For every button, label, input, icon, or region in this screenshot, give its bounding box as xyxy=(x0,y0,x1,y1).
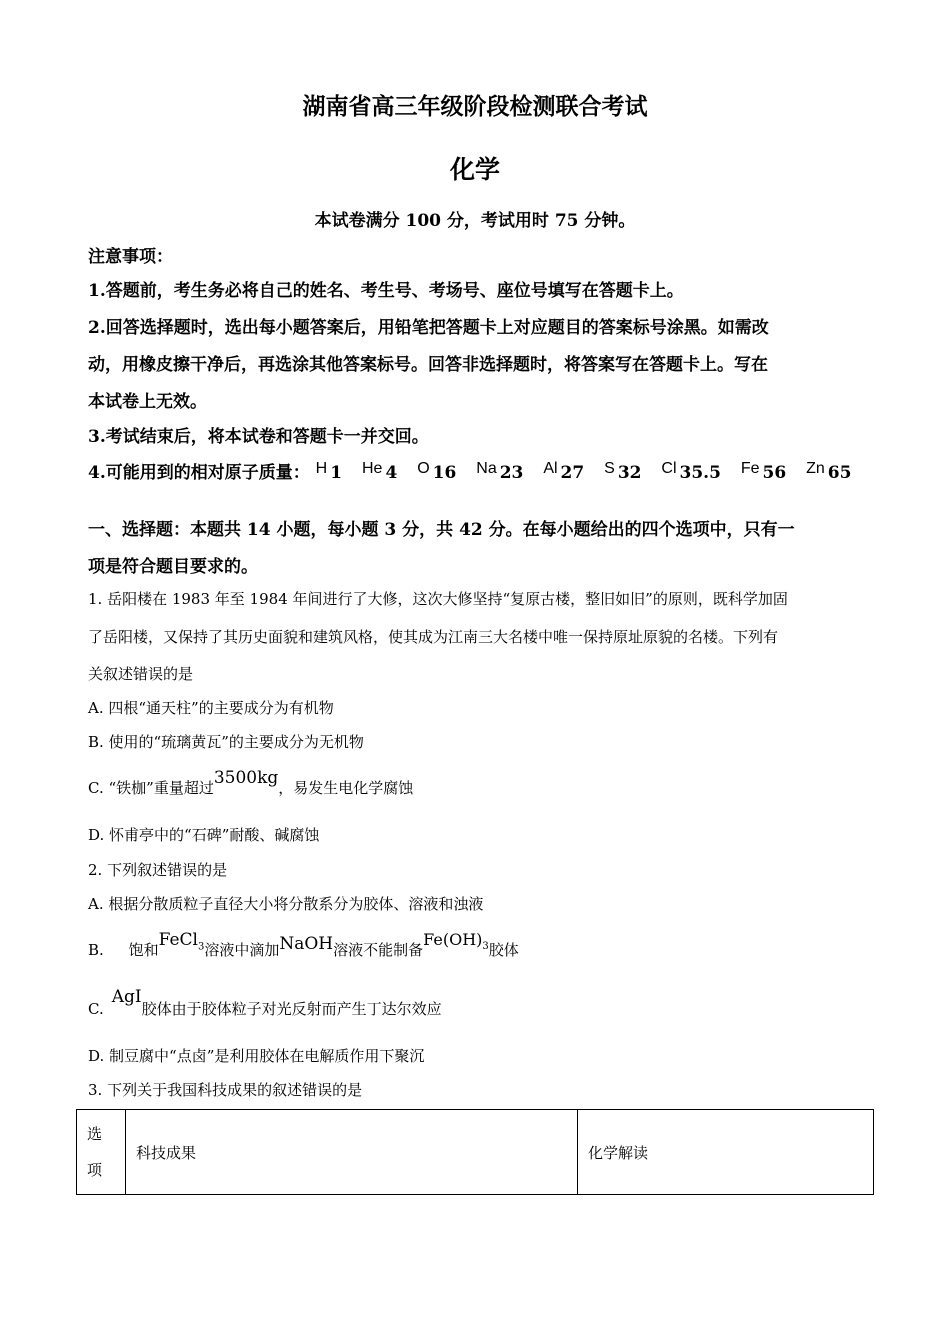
note-3: 3.考试结束后，将本试卷和答题卡一并交回。 xyxy=(88,427,429,447)
q1-stem-line-3: 关叙述错误的是 xyxy=(88,665,194,683)
formula-naoh: NaOH xyxy=(279,934,334,954)
q1-stem-line-1: 1. 岳阳楼在 1983 年至 1984 年间进行了大修，这次大修坚持“复原古楼，整旧如旧”的原则，既科学加固 xyxy=(88,590,788,608)
table-header-achievement: 科技成果 xyxy=(126,1110,578,1195)
exam-info: 本试卷满分 100 分，考试用时 75 分钟。 xyxy=(314,211,636,231)
q1-option-a: A. 四根“通天柱”的主要成分为有机物 xyxy=(88,699,334,717)
note-2-line-1: 2.回答选择题时，选出每小题答案后，用铅笔把答题卡上对应题目的答案标号涂黑。如需改 xyxy=(88,318,769,338)
q1-option-d: D. 怀甫亭中的“石碑”耐酸、碱腐蚀 xyxy=(88,826,320,844)
atomic-mass: Al 27 xyxy=(543,460,585,483)
atomic-mass: He 4 xyxy=(362,460,398,483)
q2-option-a: A. 根据分散质粒子直径大小将分散系分为胶体、溶液和浊液 xyxy=(88,895,484,913)
section-1-heading-line-2: 项是符合题目要求的。 xyxy=(88,557,258,577)
formula-fecl3: FeCl$_3$ xyxy=(158,930,205,953)
mass-value: 3500kg xyxy=(213,768,279,788)
q1-option-b: B. 使用的“琉璃黄瓦”的主要成分为无机物 xyxy=(88,733,364,751)
atomic-mass: Cl 35.5 xyxy=(661,460,721,483)
atomic-mass: H 1 xyxy=(315,460,343,483)
note-1: 1.答题前，考生务必将自己的姓名、考生号、考场号、座位号填写在答题卡上。 xyxy=(88,281,684,301)
q1-stem-line-2: 了岳阳楼，又保持了其历史面貌和建筑风格，使其成为江南三大名楼中唯一保持原址原貌的名楼。下列有 xyxy=(88,628,779,646)
note-2-line-2: 动，用橡皮擦干净后，再选涂其他答案标号。回答非选择题时，将答案写在答题卡上。写在 xyxy=(88,355,768,375)
note-4 xyxy=(88,458,865,483)
formula-fe-oh-3: $Fe(OH)_3$ xyxy=(423,930,489,953)
atomic-mass: S 32 xyxy=(604,460,642,483)
note-4-label: 4.可能用到的相对原子质量： xyxy=(88,463,310,483)
table-header-interpretation: 化学解读 xyxy=(578,1110,874,1195)
formula-agi: AgI xyxy=(111,987,142,1007)
q2-option-b: B. 饱和FeCl$_3$溶液中滴加NaOH溶液不能制备$Fe(OH)_3$胶体 xyxy=(88,930,519,959)
atomic-mass: Fe 56 xyxy=(740,460,787,483)
table-row xyxy=(77,1110,874,1195)
q2-option-d: D. 制豆腐中“点卤”是利用胶体在电解质作用下聚沉 xyxy=(88,1047,425,1065)
notes-heading: 注意事项： xyxy=(88,247,173,267)
q3-stem: 3. 下列关于我国科技成果的叙述错误的是 xyxy=(88,1081,363,1099)
exam-title: 湖南省高三年级阶段检测联合考试 xyxy=(302,93,648,120)
section-1-heading-line-1: 一、选择题：本题共 14 小题，每小题 3 分，共 42 分。在每小题给出的四个选项中，只有一 xyxy=(88,520,795,540)
q2-option-c: C.AgI胶体由于胶体粒子对光反射而产生丁达尔效应 xyxy=(88,987,442,1018)
atomic-mass: O 16 xyxy=(417,460,457,483)
q1-option-c: C. “铁枷”重量超过3500kg，易发生电化学腐蚀 xyxy=(88,768,414,797)
q2-stem: 2. 下列叙述错误的是 xyxy=(88,861,228,879)
q3-table xyxy=(76,1109,874,1195)
table-header-option: 选 项 xyxy=(77,1110,126,1195)
atomic-mass: Na 23 xyxy=(476,460,524,483)
subject-title: 化学 xyxy=(449,155,500,184)
note-2-line-3: 本试卷上无效。 xyxy=(88,392,207,412)
atomic-mass: Zn 65 xyxy=(806,460,852,483)
